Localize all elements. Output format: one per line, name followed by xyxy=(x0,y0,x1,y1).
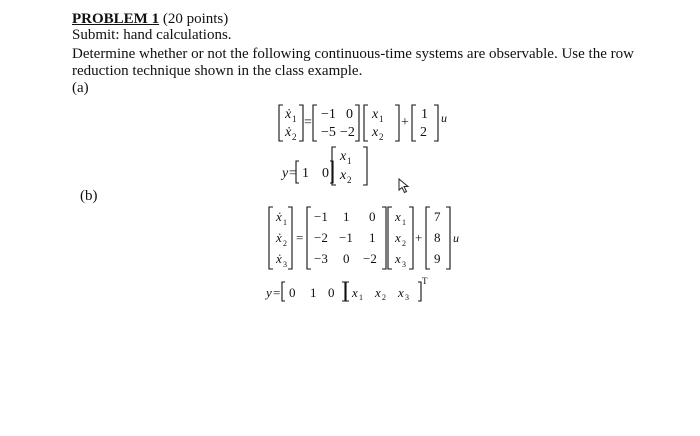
b-A-31: −3 xyxy=(314,251,328,266)
b-xdot-2-sub: 2 xyxy=(283,239,287,248)
b-output-equals: = xyxy=(273,285,281,300)
b-xdot-1: ẋ xyxy=(276,209,282,224)
b-plus: + xyxy=(415,230,423,245)
b-ox-2-sub: 2 xyxy=(382,293,386,302)
problem-title-bold: PROBLEM 1 xyxy=(72,11,160,27)
a-x-1: x xyxy=(372,107,379,122)
a-B-2: 2 xyxy=(420,125,427,140)
b-xdot-1-sub: 1 xyxy=(283,218,287,227)
b-x-3: x xyxy=(395,251,401,266)
b-equals: = xyxy=(296,230,304,245)
b-A-32: 0 xyxy=(343,251,350,266)
b-A-12: 1 xyxy=(343,209,350,224)
a-B-1: 1 xyxy=(421,107,428,122)
a-ox-2: x xyxy=(340,168,347,183)
a-C-2: 0 xyxy=(322,166,329,181)
a-A-22: −2 xyxy=(340,125,355,140)
b-x-1-sub: 1 xyxy=(402,218,406,227)
part-a-label: (a) xyxy=(72,80,89,96)
b-ox-1-sub: 1 xyxy=(359,293,363,302)
a-x-2: x xyxy=(372,125,379,140)
b-B-3: 9 xyxy=(434,251,441,266)
b-C-1: 0 xyxy=(289,285,296,300)
a-output-equals: = xyxy=(289,166,297,181)
a-input-u: u xyxy=(441,111,447,125)
b-xdot-2: ẋ xyxy=(276,230,282,245)
submit-line: Submit: hand calculations. xyxy=(72,27,232,43)
b-A-23: 1 xyxy=(369,230,376,245)
b-A-13: 0 xyxy=(369,209,376,224)
a-ox-1-sub: 1 xyxy=(347,156,352,166)
a-xdot-2: ẋ xyxy=(285,125,292,140)
b-B-1: 7 xyxy=(434,209,441,224)
a-ox-1: x xyxy=(340,149,347,164)
b-C-3: 0 xyxy=(328,285,335,300)
b-x-2: x xyxy=(395,230,401,245)
b-x-1: x xyxy=(395,209,401,224)
problem-points: (20 points) xyxy=(159,11,229,27)
part-b-label: (b) xyxy=(80,188,98,204)
a-C-1: 1 xyxy=(302,166,309,181)
a-ox-2-sub: 2 xyxy=(347,175,352,185)
mouse-pointer-icon xyxy=(398,178,412,194)
b-A-21: −2 xyxy=(314,230,328,245)
a-xdot-1-sub: 1 xyxy=(292,114,297,124)
a-output-y: y xyxy=(282,166,289,181)
b-xdot-3: ẋ xyxy=(276,251,282,266)
b-ox-2: x xyxy=(375,285,381,300)
a-A-12: 0 xyxy=(346,107,353,122)
a-A-11: −1 xyxy=(321,107,336,122)
b-C-2: 1 xyxy=(310,285,317,300)
part-b-equations xyxy=(264,209,459,302)
b-A-22: −1 xyxy=(339,230,353,245)
b-ox-3: x xyxy=(398,285,404,300)
b-x-2-sub: 2 xyxy=(402,239,406,248)
b-A-33: −2 xyxy=(363,251,377,266)
a-equals: = xyxy=(304,115,312,130)
b-A-11: −1 xyxy=(314,209,328,224)
a-xdot-2-sub: 2 xyxy=(292,132,297,142)
b-ox-1: x xyxy=(352,285,358,300)
b-input-u: u xyxy=(453,231,459,245)
instruction-line-2: reduction technique shown in the class example. xyxy=(72,63,363,79)
instruction-line-1: Determine whether or not the following continuous-time systems are observable. Use the row xyxy=(72,46,634,62)
a-xdot-1: ẋ xyxy=(285,107,292,122)
b-transpose: T xyxy=(422,276,428,286)
b-x-3-sub: 3 xyxy=(402,260,406,269)
a-x-2-sub: 2 xyxy=(379,132,384,142)
b-output-y: y xyxy=(266,285,272,300)
a-A-21: −5 xyxy=(321,125,336,140)
b-xdot-3-sub: 3 xyxy=(283,260,287,269)
b-ox-3-sub: 3 xyxy=(405,293,409,302)
a-plus: + xyxy=(401,115,409,130)
a-x-1-sub: 1 xyxy=(379,114,384,124)
b-B-2: 8 xyxy=(434,230,441,245)
